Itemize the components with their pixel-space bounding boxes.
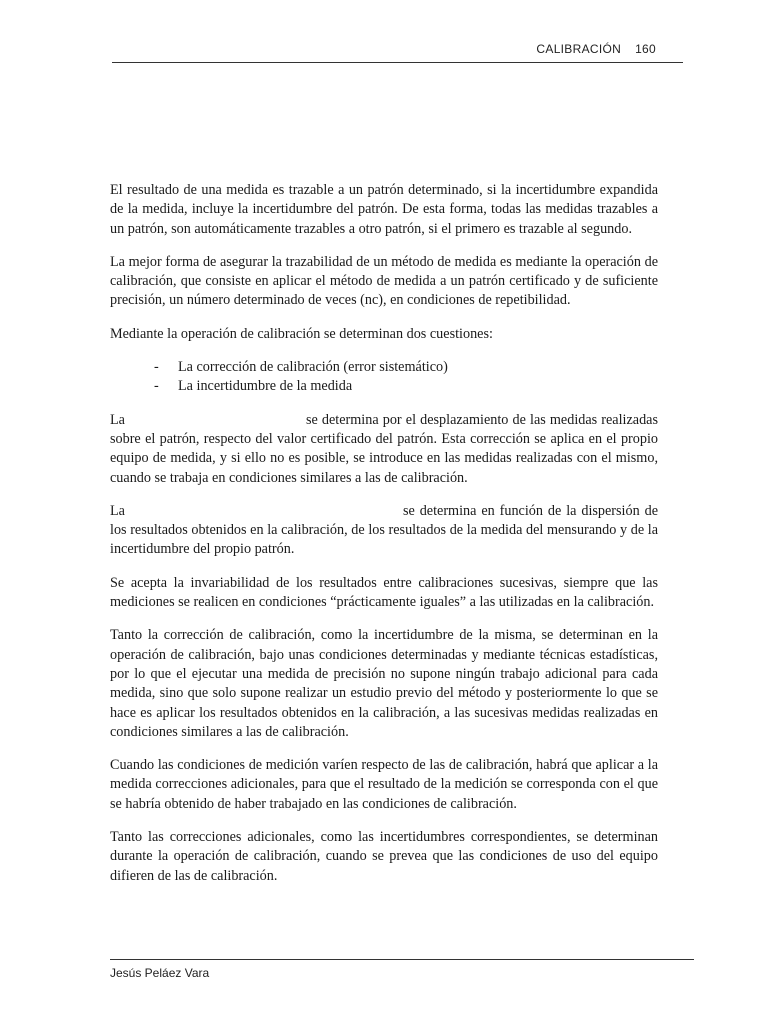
footer-author: Jesús Peláez Vara <box>110 966 210 980</box>
paragraph-uncertainty <box>110 502 658 560</box>
paragraph-invariability: Se acepta la invariabilidad de los resultados entre calibraciones sucesivas, siempre que las mediciones se realicen en condiciones “prácticamente iguales” a las utilizadas en la calibración. <box>110 574 658 611</box>
page-number: 160 <box>635 42 656 56</box>
paragraph-traceability: El resultado de una medida es trazable a un patrón determinado, si la incertidumbre expandida de la medida, incluye la incertidumbre del patrón. De esta forma, todas las medidas trazables a un patrón, son automáticamente trazables a otro patrón, si el primero es trazable al segundo. <box>110 182 658 237</box>
header-divider <box>112 62 683 63</box>
bullet-dash: - <box>154 359 159 376</box>
paragraph-rest: se determina en función de la dispersión de los resultados obtenidos en la calibración, de los resultados de la medida del mensurando y de la incertidumbre del propio patrón. <box>110 502 658 558</box>
paragraph-calibration-method: La mejor forma de asegurar la trazabilidad de un método de medida es mediante la operación de calibración, que consiste en aplicar el método de medida a un patrón certificado y de suficiente precisión, un número determinado de veces (nc), en condiciones de repetibilidad. <box>110 253 658 309</box>
list-item-text: La corrección de calibración (error sistemático) <box>178 359 448 376</box>
paragraph-usage-conditions: Tanto las correcciones adicionales, como las incertidumbres correspondientes, se determinan durante la operación de calibración, cuando se prevea que las condiciones de uso del equipo difieren de las de calibración. <box>110 829 658 884</box>
list-item-text: La incertidumbre de la medida <box>178 378 353 395</box>
body-text <box>110 181 658 900</box>
paragraph-lead: La <box>110 411 125 428</box>
paragraph-rest: se determina por el desplazamiento de las medidas realizadas sobre el patrón, respecto del valor certificado del patrón. Esta corrección se aplica en el propio equipo de medida, y si ello no es posible, se introduce en las medidas realizadas con el mismo, cuando se trabaja en condiciones similares a las de calibración. <box>110 411 658 486</box>
paragraph-lead: La <box>110 502 125 519</box>
page-header <box>536 42 656 56</box>
list-item <box>154 377 658 396</box>
bullet-dash: - <box>154 378 159 395</box>
paragraph-additional-corrections: Cuando las condiciones de medición varíen respecto de las de calibración, habrá que aplicar a la medida correcciones adicionales, para que el resultado de la medición se corresponda con el que se habría obtenido de haber trabajado en las condiciones de calibración. <box>110 757 658 812</box>
paragraph-statistical-techniques: Tanto la corrección de calibración, como la incertidumbre de la misma, se determinan en la operación de calibración, bajo unas condiciones determinadas y mediante técnicas estadísticas, por lo que el ejecutar una medida de precisión no supone ningún trabajo adicional para cada medida, sino que solo supone realizar un estudio previo del método y posteriormente lo que se hace es aplicar los resultados obtenidos en la calibración, a las sucesivas medidas realizadas en condiciones similares a las de calibración. <box>110 627 658 740</box>
running-title: CALIBRACIÓN <box>536 42 622 56</box>
footer-divider <box>110 959 694 960</box>
bullet-list <box>110 358 658 397</box>
paragraph-two-questions: Mediante la operación de calibración se determinan dos cuestiones: <box>110 325 493 342</box>
list-item <box>154 358 658 377</box>
paragraph-correction <box>110 411 658 488</box>
